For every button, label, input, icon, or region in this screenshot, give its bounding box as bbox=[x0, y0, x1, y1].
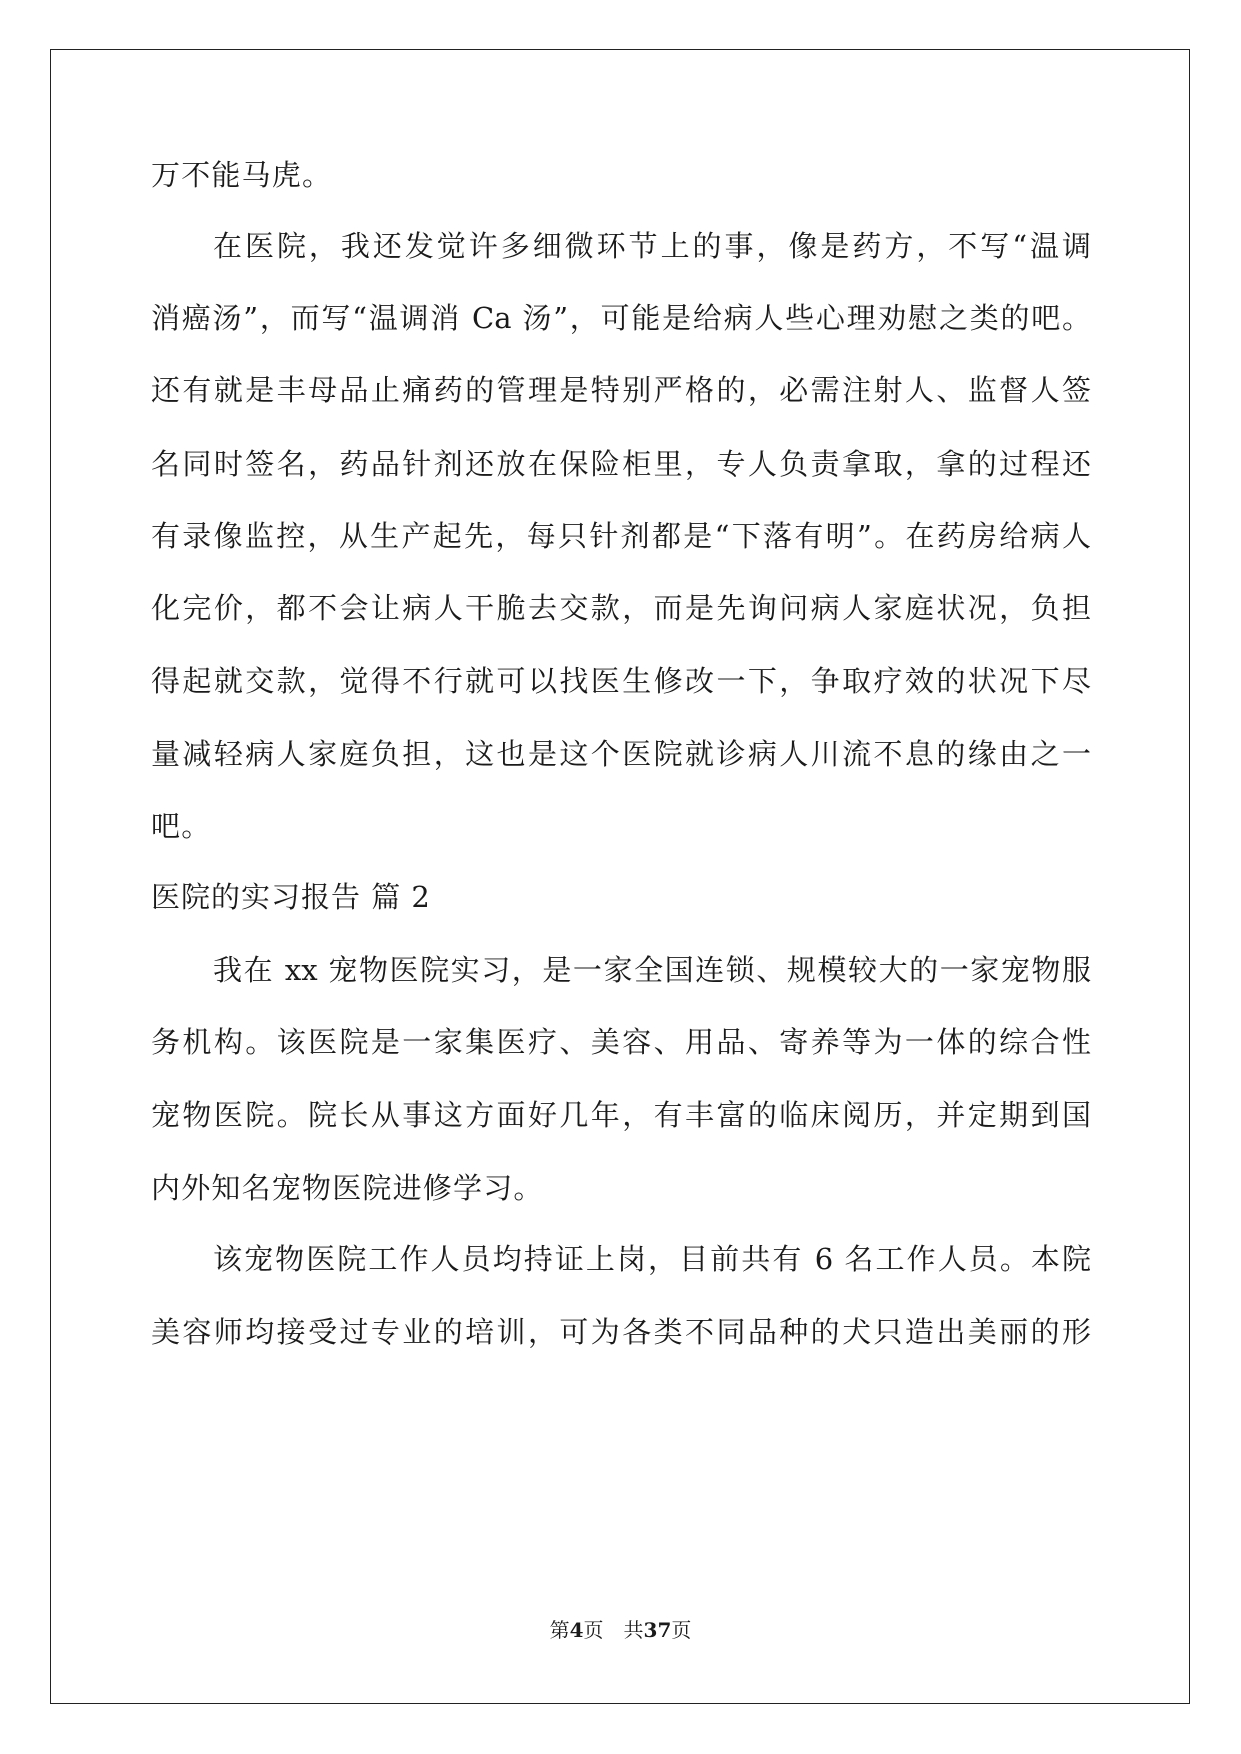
text-line: 消癌汤”，而写“温调消 Ca 汤”，可能是给病人些心理劝慰之类的吧。 bbox=[151, 301, 1091, 335]
page-number: 4 bbox=[569, 1618, 584, 1642]
text-line: 万不能马虎。 bbox=[151, 158, 333, 192]
text-line: 务机构。该医院是一家集医疗、美容、用品、寄养等为一体的综合性 bbox=[151, 1025, 1091, 1059]
text-line: 宠物医院。院长从事这方面好几年，有丰富的临床阅历，并定期到国 bbox=[151, 1098, 1091, 1132]
total-pages: 37 bbox=[643, 1618, 672, 1642]
footer-mid: 页 共 bbox=[583, 1618, 644, 1642]
text-line: 量减轻病人家庭负担，这也是这个医院就诊病人川流不息的缘由之一 bbox=[151, 737, 1091, 771]
section-heading: 医院的实习报告 篇 2 bbox=[151, 880, 431, 914]
text-line: 有录像监控，从生产起先，每只针剂都是“下落有明”。在药房给病人 bbox=[151, 519, 1091, 553]
text-line: 吧。 bbox=[151, 809, 212, 843]
text-line: 名同时签名，药品针剂还放在保险柜里，专人负责拿取，拿的过程还 bbox=[151, 447, 1091, 481]
footer-suffix: 页 bbox=[671, 1618, 692, 1642]
footer-prefix: 第 bbox=[549, 1618, 570, 1642]
text-line: 该宠物医院工作人员均持证上岗，目前共有 6 名工作人员。本院 bbox=[213, 1242, 1091, 1276]
text-line: 化完价，都不会让病人干脆去交款，而是先询问病人家庭状况，负担 bbox=[151, 591, 1091, 625]
text-line: 还有就是丰母品止痛药的管理是特别严格的，必需注射人、监督人签 bbox=[151, 373, 1091, 407]
text-line: 得起就交款，觉得不行就可以找医生修改一下，争取疗效的状况下尽 bbox=[151, 664, 1091, 698]
text-line: 内外知名宠物医院进修学习。 bbox=[151, 1171, 544, 1205]
text-line: 在医院，我还发觉许多细微环节上的事，像是药方，不写“温调 bbox=[213, 229, 1091, 263]
text-line: 我在 xx 宠物医院实习，是一家全国连锁、规模较大的一家宠物服 bbox=[213, 953, 1091, 987]
page-border bbox=[50, 49, 1190, 1704]
text-line: 美容师均接受过专业的培训，可为各类不同品种的犬只造出美丽的形 bbox=[151, 1315, 1091, 1349]
page-footer bbox=[0, 1618, 1241, 1642]
